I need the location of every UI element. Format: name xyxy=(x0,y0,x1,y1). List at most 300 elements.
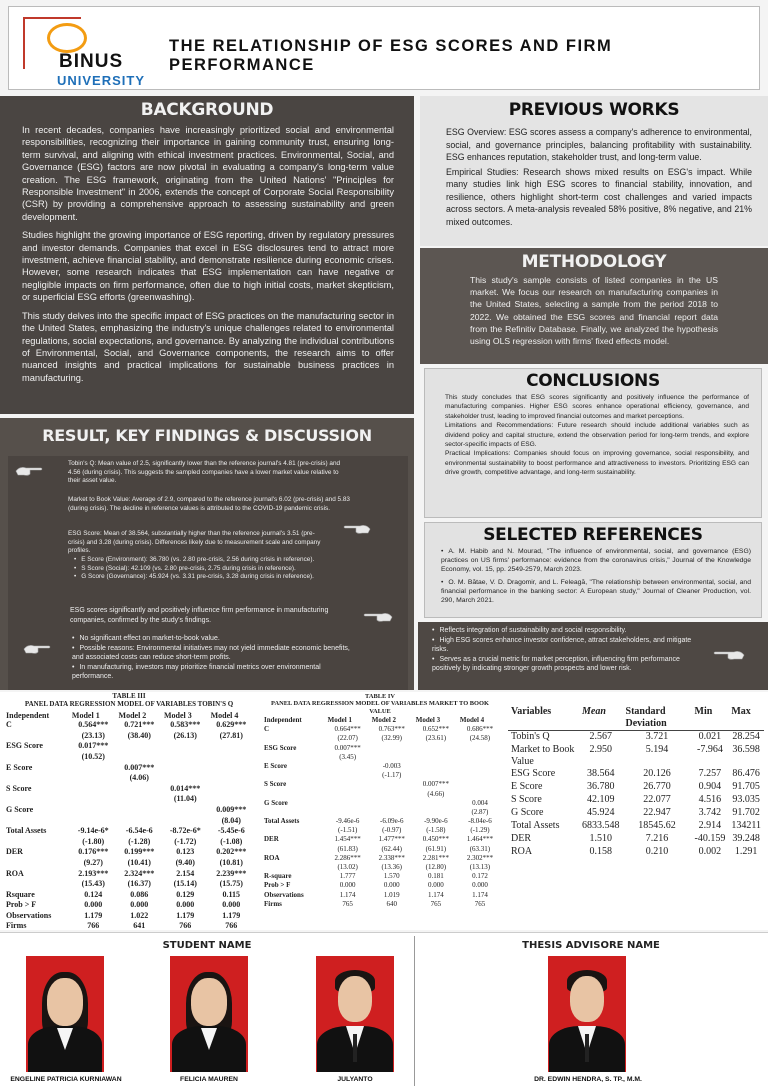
table-cell: -8.04e-6 xyxy=(468,817,492,826)
table-cell: 0.086 xyxy=(130,889,149,899)
table-cell: 6833.548 xyxy=(582,819,620,831)
table-cell: 0.199*** xyxy=(124,847,155,857)
esg-components-list xyxy=(74,556,324,582)
table-cell: 0.000 xyxy=(176,900,195,910)
table-row xyxy=(4,784,254,795)
student-photo-2 xyxy=(170,956,248,1072)
table-cell: 0.129 xyxy=(176,889,195,899)
table-cell: 0.123 xyxy=(176,847,195,857)
table-cell: 2.193*** xyxy=(78,868,109,878)
table-cell xyxy=(262,808,326,817)
previous-works-heading: PREVIOUS WORKS xyxy=(508,100,680,120)
table-cell: 0.763*** xyxy=(378,725,405,734)
pointing-hand-icon xyxy=(340,520,372,536)
table-cell: 0.181 xyxy=(427,872,444,881)
table-cell: G Score xyxy=(511,806,544,818)
table-cell xyxy=(370,799,414,808)
table-cell: (-1.17) xyxy=(382,771,402,780)
table-row xyxy=(262,780,502,789)
conclusions-heading: CONCLUSIONS xyxy=(526,371,660,391)
table-row xyxy=(262,835,502,844)
table-cell: 91.705 xyxy=(732,780,760,792)
table-row xyxy=(262,872,502,881)
table-cell: Tobin's Q xyxy=(511,731,550,742)
binus-logo xyxy=(17,11,167,91)
table-header-row xyxy=(262,716,502,725)
table-row xyxy=(508,781,764,794)
table-row xyxy=(4,741,254,752)
table-cell: G Score xyxy=(6,804,34,814)
table-cell: (15.14) xyxy=(173,879,197,889)
significance-text: ESG scores significantly and positively influence firm performance in manufacturing companies, confirmed by the study's findings. xyxy=(70,607,329,624)
table-cell: 641 xyxy=(133,921,146,931)
esg-score-text: ESG Score: Mean of 38.564, substantially higher than the reference journal's 3.51 (pre-crisis) and 3.28 (during crisis). Differences likely due to measurement scale and company profiles. xyxy=(68,530,321,555)
table-cell xyxy=(117,794,162,805)
student-heading: STUDENT NAME xyxy=(162,940,252,951)
table-cell: 18545.62 xyxy=(638,819,676,831)
background-p3: This study delves into the specific impact of ESG practices on the manufacturing sector in the United States, emphasizing the industry's unique challenges related to environmental regulations, social expectations, and governance. By analyzing the individual contributions of Environmental, Social, and Governance components, the research aims to offer nuanced insights and practical implications for sustainable business practices in manufacturing. xyxy=(22,310,394,383)
table-cell xyxy=(414,744,458,753)
results-heading: RESULT, KEY FINDINGS & DISCUSSION xyxy=(42,426,372,445)
logo-subtext: UNIVERSITY xyxy=(57,73,146,88)
table-cell xyxy=(326,771,370,780)
table-cell: 0.158 xyxy=(589,845,613,857)
table-cell: (38.40) xyxy=(127,730,151,740)
table-cell: 0.000 xyxy=(339,881,356,890)
table-row xyxy=(508,731,764,744)
table-cell xyxy=(4,858,70,869)
table-header-cell: Variables xyxy=(511,706,552,717)
table-row xyxy=(4,869,254,880)
table-cell xyxy=(209,741,254,752)
table-cell: 22.077 xyxy=(643,793,671,805)
table-cell: (27.81) xyxy=(219,730,243,740)
tq-point-3: • Serves as a crucial metric for market perception, influencing firm performance positively by indicating stronger growth prospects and lower risk. xyxy=(432,655,698,674)
table3-caption: TABLE III PANEL DATA REGRESSION MODEL OF VARIABLES TOBIN'S Q xyxy=(24,692,234,708)
table-row xyxy=(262,854,502,863)
table-cell: 0.583*** xyxy=(170,720,201,730)
table-cell xyxy=(414,771,458,780)
table-cell: 0.000 xyxy=(472,881,488,890)
pointing-hand-icon xyxy=(360,608,394,624)
table-cell: 0.652*** xyxy=(422,725,449,734)
table-cell: 42.109 xyxy=(587,793,615,805)
table-cell: (32.99) xyxy=(381,734,402,743)
market-to-book-text: Market to Book Value: Average of 2.9, compared to the reference journal's 6.02 (pre-crisis) and 5.83 (during crisis). The decline in reference values is attributed to the COVID-19 pandemic crisis. xyxy=(68,496,350,512)
table-header-cell: Model 2 xyxy=(118,711,147,720)
mbv-point-1: • No significant effect on market-to-book value. xyxy=(72,634,352,644)
table-cell xyxy=(262,734,326,743)
table-row xyxy=(508,744,764,768)
table-cell xyxy=(262,771,326,780)
table-cell: (10.81) xyxy=(219,857,243,867)
table-row xyxy=(4,826,254,837)
table-cell xyxy=(162,773,209,784)
table-cell: ESG Score xyxy=(264,743,297,752)
table-cell: 0.017*** xyxy=(78,741,109,751)
table-cell xyxy=(162,741,209,752)
table-cell: 38.564 xyxy=(587,767,615,779)
table-cell: 20.126 xyxy=(643,767,671,779)
table-cell xyxy=(326,762,370,771)
table-cell: 91.702 xyxy=(732,806,760,818)
table-cell: S Score xyxy=(6,783,32,793)
advisor-name: DR. EDWIN HENDRA, S. TP., M.M. xyxy=(534,1076,642,1083)
table-cell xyxy=(117,752,162,763)
table-cell xyxy=(209,773,254,784)
background-p2: Studies highlight the growing importance of ESG reporting, driven by regulatory pressures and investor demands. Companies that excel in ESG disclosures tend to attract more investment, achieve financial stability, and demonstrate resilience during economic crises. However, some research indicates that ESG implementation can have negative or negligible impacts on firm performance, often due to high initial costs, market skepticism, or superficial ESG efforts (greenwashing). xyxy=(22,230,394,303)
table-row xyxy=(508,807,764,820)
pointing-hand-icon xyxy=(22,640,52,656)
table-cell: -9.14e-6* xyxy=(77,826,109,836)
table-row xyxy=(262,845,502,854)
table-cell: 0.115 xyxy=(222,889,241,899)
table-cell: 28.254 xyxy=(732,731,760,742)
table-header-cell: Model 3 xyxy=(163,711,192,720)
table-cell: 766 xyxy=(179,921,192,931)
table-cell: 1.454*** xyxy=(334,835,361,844)
table-cell xyxy=(326,808,370,817)
background-p1: In recent decades, companies have increasingly prioritized social and environmental responsibilities, recognizing their importance in gaining community trust, ensuring long-term survival, and aligning with ethical investment practices. Environmental, Social, and Governance (ESG) factors are now pivotal in evaluating a company's long-term value creation. The ESG framework, originating from the United Nations' "Principles for Responsible Investment" in 2006, extends the concept of Corporate Social Responsibility (CSR) by providing a comprehensive approach to assessing sustainability and green development. xyxy=(22,125,394,222)
table-cell: -9.90e-6 xyxy=(424,817,448,826)
table-cell: (9.27) xyxy=(83,857,103,867)
table-row xyxy=(262,826,502,835)
table-cell: (-1.72) xyxy=(174,836,197,846)
table-cell xyxy=(70,816,117,827)
table-cell xyxy=(326,799,370,808)
table-cell: Firms xyxy=(6,921,27,931)
table-cell xyxy=(458,744,502,753)
table-cell: 0.450*** xyxy=(422,835,449,844)
table-row xyxy=(4,773,254,784)
table-cell: (2.87) xyxy=(471,807,489,816)
table-cell: (26.13) xyxy=(173,730,197,740)
table-cell: 765 xyxy=(430,899,442,908)
previous-p1: ESG Overview: ESG scores assess a company's adherence to environmental, social, and governance principles, balancing profitability with sustainability. ESG enhances reputation, stakeholder trust, and long-term value. xyxy=(446,127,752,162)
table-cell xyxy=(326,790,370,799)
table-cell: 2.324*** xyxy=(124,868,155,878)
table-cell xyxy=(262,845,326,854)
table-header-cell: Model 3 xyxy=(415,716,441,724)
table-cell xyxy=(4,837,70,848)
table-cell: (62.44) xyxy=(381,844,402,853)
table-cell: Observations xyxy=(264,890,304,899)
table-cell: (61.91) xyxy=(425,844,447,853)
table-cell: 0.014*** xyxy=(170,783,201,793)
table-cell: DER xyxy=(6,847,23,857)
table-cell: 766 xyxy=(225,921,238,931)
table-cell: 766 xyxy=(87,921,100,931)
table-cell: (-0.97) xyxy=(382,826,402,835)
table-cell xyxy=(262,863,326,872)
pointing-hand-icon xyxy=(14,462,44,478)
table-cell: ESG Score xyxy=(6,741,43,751)
table-cell: (-1.58) xyxy=(426,826,446,835)
table-row xyxy=(508,846,764,859)
table-row xyxy=(4,720,254,731)
table-header-cell: Model 1 xyxy=(327,716,352,724)
table-row xyxy=(4,847,254,858)
table-cell: (-1.28) xyxy=(128,836,151,846)
table-cell: 0.564*** xyxy=(78,720,109,730)
table-row xyxy=(262,734,502,743)
table-cell: 0.000 xyxy=(222,900,241,910)
table-row xyxy=(508,833,764,846)
table-cell: 2.286*** xyxy=(334,853,361,862)
table-cell: 0.629*** xyxy=(216,720,247,730)
table-cell: -8.72e-6* xyxy=(169,826,201,836)
table-cell xyxy=(370,780,414,789)
table-cell xyxy=(117,816,162,827)
table-cell: 93.035 xyxy=(732,793,760,805)
table-cell: 0.721*** xyxy=(124,720,155,730)
table-cell: (-1.08) xyxy=(220,836,243,846)
mbv-discussion-list xyxy=(72,634,352,682)
conclusions-p3: Practical Implications: Companies should focus on improving governance, social responsibility, and environmental sustainability to boost performance and attractiveness to investors. Prioritizing ESG can drive growth, competitive advantage, and long-term sustainability. xyxy=(445,450,749,477)
people-divider xyxy=(414,936,415,1086)
table-cell: 0.002 xyxy=(698,845,722,857)
table-header-cell: Model 4 xyxy=(459,716,485,724)
table-descriptive-stats xyxy=(508,706,764,859)
table-cell: -6.09e-6 xyxy=(379,817,404,826)
table-cell xyxy=(414,808,458,817)
table-cell: 22.947 xyxy=(643,806,671,818)
table-cell: (23.13) xyxy=(81,730,105,740)
table-cell: -0.003 xyxy=(382,761,401,770)
table-cell: 1.179 xyxy=(222,910,241,920)
table-cell: 39.248 xyxy=(732,832,760,844)
table-cell: Total Assets xyxy=(6,826,47,836)
table-cell xyxy=(4,794,70,805)
table-row xyxy=(262,808,502,817)
e-score-item: • E Score (Environment): 36.780 (vs. 2.80 pre-crisis, 2.56 during crisis in reference). xyxy=(74,556,324,565)
table-cell xyxy=(458,771,502,780)
student-name-1: ENGELINE PATRICIA KURNIAWAN xyxy=(10,1076,122,1083)
table-cell: (61.83) xyxy=(337,844,358,853)
table-cell: G Score xyxy=(264,798,288,807)
table-row xyxy=(4,879,254,890)
table-cell: 0.009*** xyxy=(216,804,247,814)
table-row xyxy=(262,900,502,909)
table-cell: 36.780 xyxy=(587,780,615,792)
table-cell: 765 xyxy=(342,899,353,908)
s-score-item: • S Score (Social): 42.109 (vs. 2.80 pre-crisis, 2.75 during crisis in reference). xyxy=(74,565,324,574)
student-photo-3 xyxy=(316,956,394,1072)
table-cell: 1.174 xyxy=(427,890,444,899)
advisor-photo xyxy=(548,956,626,1072)
tq-point-1: • Reflects integration of sustainability and social responsibility. xyxy=(432,626,698,636)
table-row xyxy=(4,731,254,742)
table-row xyxy=(262,891,502,900)
table-cell xyxy=(162,752,209,763)
table-cell: 26.770 xyxy=(643,780,671,792)
background-heading: BACKGROUND xyxy=(140,100,274,120)
background-section xyxy=(0,96,414,414)
table-cell: E Score xyxy=(264,761,288,770)
table-row xyxy=(4,805,254,816)
previous-p2: Empirical Studies: Research shows mixed results on ESG's impact. While many studies link high ESG scores to financial stability, innovation, and resilience, others highlight short-term cost challenges and varied impacts across sectors. A meta-analysis revealed 58% positive, 8% negative, and 21% mixed outcomes. xyxy=(446,166,752,227)
table-cell: 2.302*** xyxy=(466,853,494,862)
table-cell: (63.31) xyxy=(469,844,491,853)
table-cell: 3.742 xyxy=(698,806,722,818)
table-cell: 0.021 xyxy=(698,731,722,742)
table-header-cell: Standard Deviation xyxy=(625,706,667,729)
table-cell: S Score xyxy=(264,780,287,789)
table-market-to-book xyxy=(262,716,502,909)
table-cell: DER xyxy=(264,835,279,844)
table-row xyxy=(508,794,764,807)
table-cell: 134211 xyxy=(731,819,761,831)
table-header-row xyxy=(508,706,764,731)
poster-title: THE RELATIONSHIP OF ESG SCORES AND FIRM PERFORMANCE xyxy=(169,37,613,74)
table-cell xyxy=(370,753,414,762)
table-cell xyxy=(117,805,162,816)
table-cell: 7.216 xyxy=(645,832,669,844)
table-cell: 1.510 xyxy=(589,832,613,844)
table-cell: E Score xyxy=(511,780,543,792)
table-row xyxy=(262,744,502,753)
table-cell: ROA xyxy=(6,868,24,878)
table-cell: 1.179 xyxy=(176,910,195,920)
table-cell: 0.004 xyxy=(472,798,488,807)
student-name-2: FELICIA MAUREN xyxy=(180,1076,238,1083)
table-cell: -5.45e-6 xyxy=(217,826,245,836)
table-cell: 0.007*** xyxy=(334,743,361,752)
table-cell xyxy=(458,780,502,789)
table-cell: 1.464*** xyxy=(466,835,494,844)
table-cell: 45.924 xyxy=(587,806,615,818)
table-cell: 1.291 xyxy=(734,845,758,857)
table-cell: 2.338*** xyxy=(378,853,405,862)
table-cell: (23.61) xyxy=(425,734,447,743)
table-row xyxy=(262,799,502,808)
table-header-cell: Model 4 xyxy=(210,711,239,720)
table-cell xyxy=(4,773,70,784)
references-heading: SELECTED REFERENCES xyxy=(483,525,703,545)
table-cell: (-1.29) xyxy=(470,826,490,835)
table-cell xyxy=(209,784,254,795)
table-cell: (8.04) xyxy=(221,815,241,825)
table-cell xyxy=(414,753,458,762)
tq-point-2: • High ESG scores enhance investor confidence, attract stakeholders, and mitigate risks. xyxy=(432,636,698,655)
reference-1: • A. M. Habib and N. Mourad, "The influence of environmental, social, and governance (ESG) practices on US firms' performance: evidence from the coronavirus crisis," Journal of the Knowledge Economy, vol. 15, pp. 2549-2579, March 2023. xyxy=(441,547,751,575)
table-cell: E Score xyxy=(6,762,33,772)
table-cell xyxy=(370,744,414,753)
table-row xyxy=(262,817,502,826)
table-row xyxy=(4,763,254,774)
table-cell: 1.570 xyxy=(383,872,400,881)
table-header-cell: Mean xyxy=(582,706,606,717)
table-cell xyxy=(4,752,70,763)
mbv-point-2: • Possible reasons: Environmental initiatives may not yield immediate economic benefits, and associated costs can reduce short-term profits. xyxy=(72,644,352,663)
table-cell xyxy=(209,794,254,805)
table-cell: 2.950 xyxy=(589,743,613,755)
table-header-cell: Independent xyxy=(6,711,50,720)
table-row xyxy=(4,921,254,932)
table-header-cell: Min xyxy=(694,706,713,717)
table-header-cell: Model 2 xyxy=(371,716,397,724)
table-cell xyxy=(209,752,254,763)
table-cell: Prob > F xyxy=(6,900,37,910)
table-cell: R-square xyxy=(264,872,292,881)
table-cell: DER xyxy=(511,832,531,844)
table-cell: -6.54e-6 xyxy=(125,826,153,836)
table-cell: S Score xyxy=(511,793,542,805)
table-cell: C xyxy=(6,720,12,730)
previous-works-section xyxy=(420,96,768,246)
table-cell: 86.476 xyxy=(732,767,760,779)
table-cell: 1.019 xyxy=(383,890,400,899)
table-row xyxy=(262,771,502,780)
table-row xyxy=(4,752,254,763)
table-cell: -9.46e-6 xyxy=(335,817,360,826)
table-cell: 1.174 xyxy=(339,890,356,899)
table-row xyxy=(508,820,764,833)
table-cell: 2.567 xyxy=(589,731,613,742)
table-cell: Total Assets xyxy=(511,819,560,831)
table-cell xyxy=(162,805,209,816)
table-cell xyxy=(458,753,502,762)
table-cell: (15.75) xyxy=(219,879,243,889)
table-cell: Firms xyxy=(264,899,282,908)
table-row xyxy=(4,794,254,805)
conclusions-p1: This study concludes that ESG scores significantly and positively influence the performance of manufacturing companies. Higher ESG scores enhance operational efficiency, governance, and stakeholder trust, leading to improved financial outcomes and market perceptions. xyxy=(445,394,749,420)
poster-header xyxy=(8,6,760,90)
table-cell: Total Assets xyxy=(264,817,300,826)
table-header-cell: Max xyxy=(731,706,751,717)
table-cell: 640 xyxy=(386,899,397,908)
student-name-3: JULYANTO xyxy=(337,1076,373,1083)
table-cell: (10.41) xyxy=(127,857,151,867)
conclusions-section xyxy=(424,368,762,518)
mbv-point-3: • In manufacturing, investors may prioritize financial metrics over environmental performance. xyxy=(72,663,352,682)
table-cell: C xyxy=(264,725,270,734)
discussion-panel xyxy=(418,622,768,690)
table-cell: 0.176*** xyxy=(78,847,109,857)
methodology-section xyxy=(420,248,768,364)
table-cell xyxy=(70,763,117,774)
table-cell xyxy=(70,794,117,805)
table-cell: Prob > F xyxy=(264,881,291,890)
table-cell: 0.007*** xyxy=(422,780,449,789)
table-cell: (-1.51) xyxy=(338,826,358,835)
table-row xyxy=(4,900,254,911)
table-row xyxy=(262,762,502,771)
table-cell: 0.000 xyxy=(130,900,149,910)
table-row xyxy=(262,863,502,872)
table-cell: ROA xyxy=(264,853,280,862)
table-cell xyxy=(326,780,370,789)
table-row xyxy=(4,911,254,922)
table-cell xyxy=(414,799,458,808)
table-cell xyxy=(370,808,414,817)
table-cell: (24.58) xyxy=(469,734,491,743)
table-cell: 3.721 xyxy=(645,731,669,742)
table-cell: (15.43) xyxy=(81,879,105,889)
table-cell xyxy=(370,790,414,799)
table-cell xyxy=(414,762,458,771)
table-cell: 7.257 xyxy=(698,767,722,779)
table-cell: -40.159 xyxy=(694,832,726,844)
table-cell xyxy=(458,790,502,799)
table-cell: (13.36) xyxy=(381,863,402,871)
table-cell: 2.154 xyxy=(176,868,195,878)
table-cell xyxy=(4,816,70,827)
table-cell: 0.172 xyxy=(472,872,488,881)
table-cell xyxy=(117,741,162,752)
table-row xyxy=(4,837,254,848)
table-row xyxy=(508,768,764,781)
